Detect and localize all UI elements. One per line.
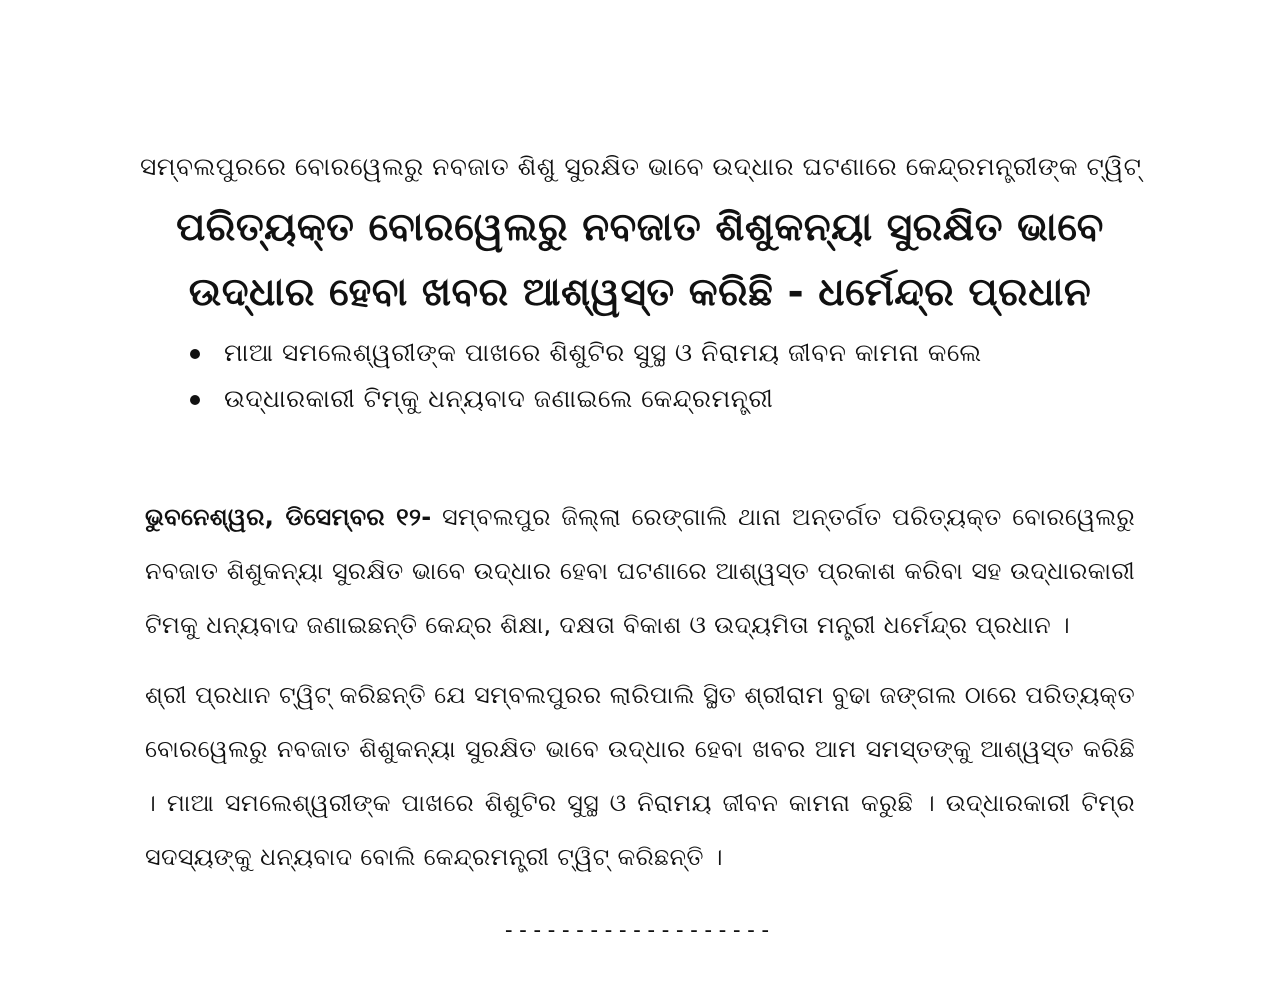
dateline: ଭୁବନେଶ୍ୱର, ଡିସେମ୍ବର ୧୨- — [145, 503, 432, 531]
subtitle: ସମ୍ବଲପୁରରେ ବୋରୱେଲରୁ ନବଜାତ ଶିଶୁ ସୁରକ୍ଷିତ ଭାବେ ଉଦ୍ଧାର ଘଟଣାରେ କେନ୍ଦ୍ରମନ୍ତ୍ରୀଙ୍କ ଟ୍ୱିଟ୍ — [140, 152, 1142, 181]
highlight-item: ଉଦ୍ଧାରକାରୀ ଟିମ୍‌କୁ ଧନ୍ୟବାଦ ଜଣାଇଲେ କେନ୍ଦ୍ରମନ୍ତ୍ରୀ — [188, 376, 982, 422]
paragraph-2: ଶ୍ରୀ ପ୍ରଧାନ ଟ୍ୱିଟ୍ କରିଛନ୍ତି ଯେ ସମ୍ବଲପୁରର ଲାରିପାଲି ସ୍ଥିତ ଶ୍ରୀରାମ ବୁଢା ଜଙ୍ଗଲ ଠାରେ ପରିତ୍ୟକ୍ତ ବୋରୱେଲରୁ ନବଜାତ ଶିଶୁକନ୍ୟା ସୁରକ୍ଷିତ ଭାବେ ଉଦ୍ଧାର ହେବା ଖବର ଆମ ସମସ୍ତଙ୍କୁ ଆଶ୍ୱସ୍ତ କରିଛି । ମାଆ ସମଲେଶ୍ୱରୀଙ୍କ ପାଖରେ ଶିଶୁଟିର ସୁସ୍ଥ ଓ ନିରାମୟ ଜୀବନ କାମନା କରୁଛି । ଉଦ୍ଧାରକାରୀ ଟିମ୍‌ର ସଦସ୍ୟଙ୍କୁ ଧନ୍ୟବାଦ ବୋଲି କେନ୍ଦ୍ରମନ୍ତ୍ରୀ ଟ୍ୱିଟ୍ କରିଛନ୍ତି । — [145, 681, 1135, 871]
end-divider: ------------------- — [502, 918, 773, 943]
headline-line-1: ପରିତ୍ୟକ୍ତ ବୋରୱେଲରୁ ନବଜାତ ଶିଶୁକନ୍ୟା ସୁରକ୍ଷିତ ଭାବେ — [176, 205, 1104, 250]
headline-line-2: ଉଦ୍ଧାର ହେବା ଖବର ଆଶ୍ୱସ୍ତ କରିଛି - ଧର୍ମେନ୍ଦ୍ର ପ୍ରଧାନ — [188, 270, 1092, 315]
paragraph-1-text: ସମ୍ବଲପୁର ଜିଲ୍ଲା ରେଙ୍ଗାଲି ଥାନା ଅନ୍ତର୍ଗତ ପରିତ୍ୟକ୍ତ ବୋରୱେଲରୁ ନବଜାତ ଶିଶୁକନ୍ୟା ସୁରକ୍ଷିତ ଭାବେ ଉଦ୍ଧାର ହେବା ଘଟଣାରେ ଆଶ୍ୱସ୍ତ ପ୍ରକାଶ କରିବା ସହ ଉଦ୍ଧାରକାରୀ ଟିମକୁ ଧନ୍ୟବାଦ ଜଣାଇଛନ୍ତି କେନ୍ଦ୍ର ଶିକ୍ଷା, ଦକ୍ଷତା ବିକାଶ ଓ ଉଦ୍ୟମିତା ମନ୍ତ୍ରୀ ଧର୍ମେନ୍ଦ୍ର ପ୍ରଧାନ । — [145, 503, 1136, 639]
highlight-item: ମାଆ ସମଲେଶ୍ୱରୀଙ୍କ ପାଖରେ ଶିଶୁଟିର ସୁସ୍ଥ ଓ ନିରାମୟ ଜୀବନ କାମନା କଲେ — [188, 330, 982, 376]
paragraph-1 — [145, 490, 1135, 652]
highlights-list — [188, 330, 982, 422]
